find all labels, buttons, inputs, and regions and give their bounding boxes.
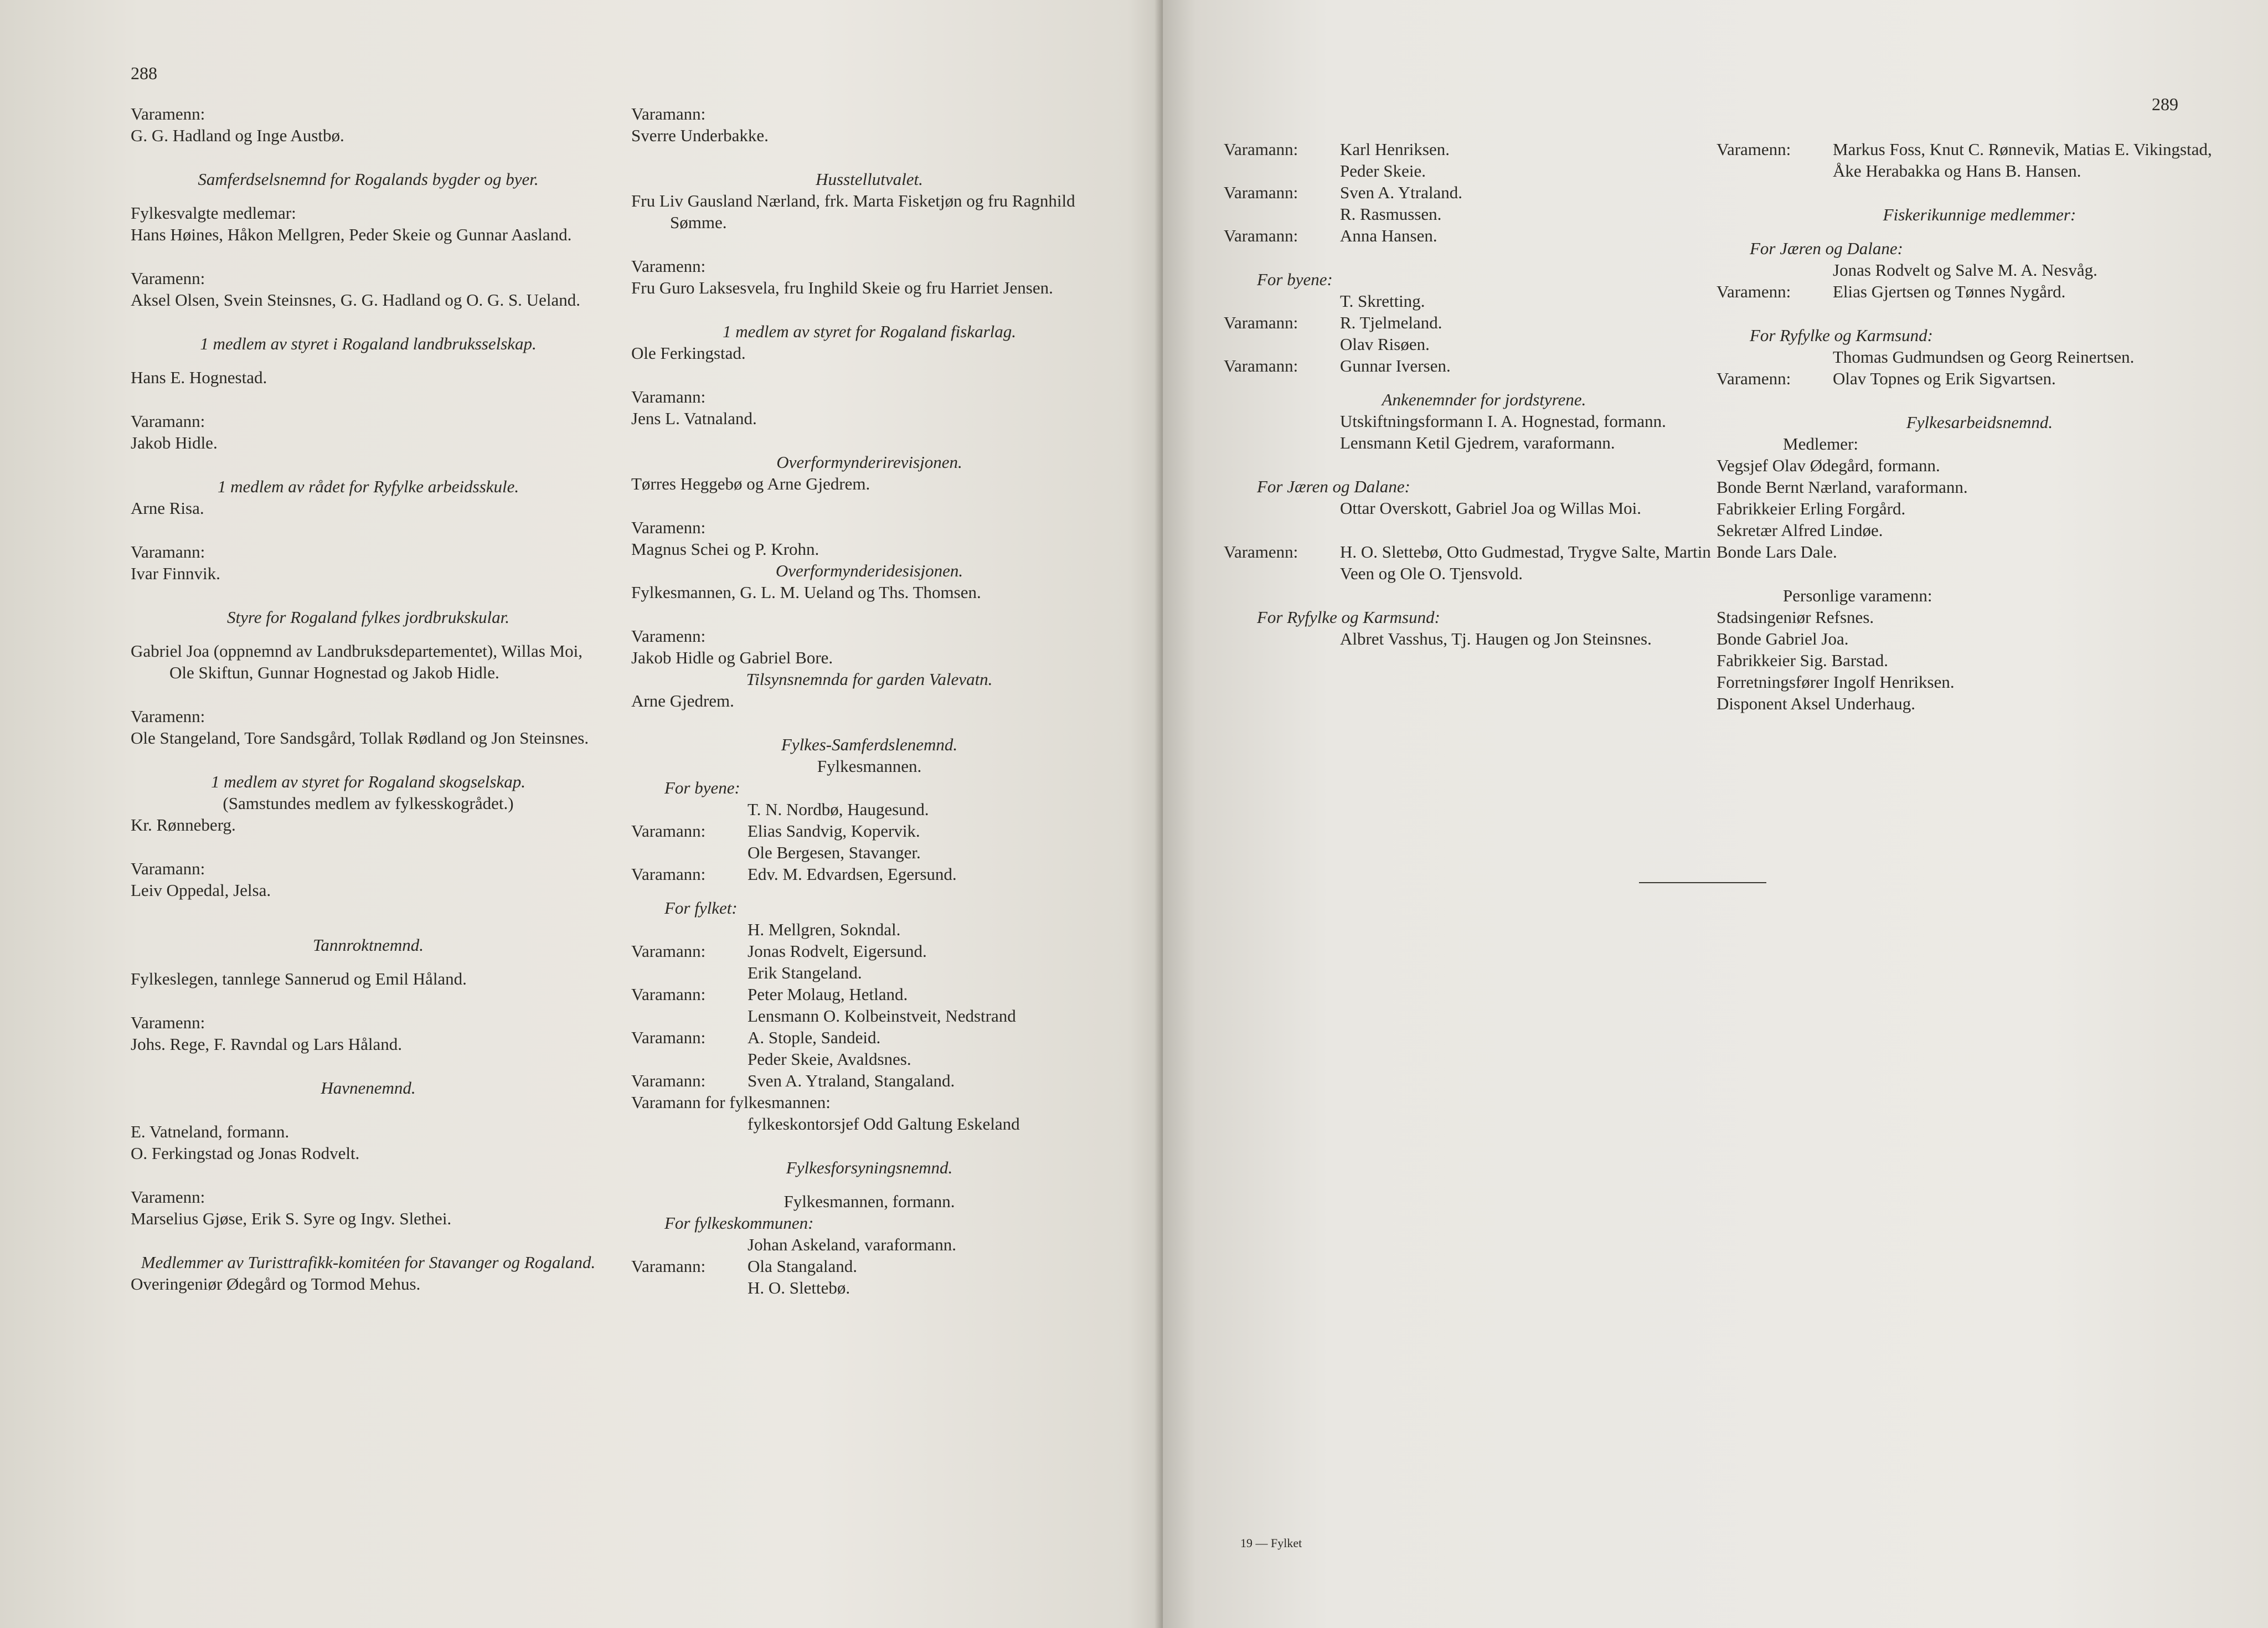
entry: R. Rasmussen.: [1340, 204, 1442, 224]
label-varamann: Varamann:: [631, 387, 706, 406]
section-heading: Ankenemnder for jordstyrene.: [1382, 390, 1586, 409]
varamenn-row: [1717, 281, 2243, 302]
entry: Arne Gjedrem.: [631, 691, 734, 710]
entry: H. O. Slettebø, Otto Gudmestad, Trygve Salte, Martin Veen og Ole O. Tjensvold.: [1340, 542, 1711, 583]
entry: Marselius Gjøse, Erik S. Syre og Ingv. Slethei.: [131, 1209, 452, 1228]
varamann-row: [631, 1027, 1107, 1048]
label-varamenn: Varamenn:: [131, 1013, 205, 1032]
section-heading: Havnenemnd.: [321, 1078, 416, 1098]
varamann-row: [1224, 312, 1744, 333]
entry: Bonde Gabriel Joa.: [1717, 629, 1849, 648]
varamann-row: [1224, 182, 1744, 203]
varamann-row: [631, 1255, 1107, 1277]
label-varamann: Varamann:: [631, 1256, 706, 1276]
section-heading: Husstellutvalet.: [816, 169, 923, 189]
section-heading: 1 medlem av styret for Rogaland fiskarlag.: [722, 322, 1017, 341]
section-heading: 1 medlem av rådet for Ryfylke arbeidsskule.: [217, 477, 519, 496]
subheading: For Ryfylke og Karmsund:: [1750, 326, 1933, 345]
entry: Ole Stangeland, Tore Sandsgård, Tollak Rødland og Jon Steinsnes.: [131, 728, 589, 748]
entry: Markus Foss, Knut C. Rønnevik, Matias E. Vikingstad, Åke Herabakka og Hans B. Hansen.: [1833, 140, 2212, 181]
entry: Elias Sandvig, Kopervik.: [748, 821, 920, 841]
label-varamann: Varamann:: [631, 104, 706, 123]
subheading: For Jæren og Dalane:: [1257, 477, 1410, 496]
entry: Sekretær Alfred Lindøe.: [1717, 521, 1883, 540]
label-varamenn: Varamenn:: [1717, 369, 1791, 388]
left-column-2: [631, 103, 1107, 1299]
entry: Sven A. Ytraland, Stangaland.: [748, 1071, 955, 1090]
page-footer: 19 — Fylket: [1240, 1536, 1302, 1550]
section-heading: 1 medlem av styret for Rogaland skogselskap.: [211, 772, 525, 791]
entry: Ottar Overskott, Gabriel Joa og Willas Moi.: [1340, 498, 1642, 518]
section-heading: Overformynderidesisjonen.: [775, 561, 963, 580]
section-heading: Fylkesarbeidsnemnd.: [1906, 413, 2053, 432]
entry: Albret Vasshus, Tj. Haugen og Jon Steinsnes.: [1340, 629, 1652, 648]
entry: Utskiftningsformann I. A. Hognestad, formann.: [1340, 411, 1666, 431]
entry: Olav Topnes og Erik Sigvartsen.: [1833, 369, 2056, 388]
section-heading: Fiskerikunnige medlemmer:: [1883, 205, 2076, 224]
entry: Arne Risa.: [131, 498, 204, 518]
section-heading: Fylkesforsyningsnemnd.: [786, 1158, 953, 1177]
varamann-row: [631, 820, 1107, 842]
entry: Stadsingeniør Refsnes.: [1717, 607, 1874, 627]
label-varamann: Varamann:: [131, 542, 205, 561]
entry: O. Ferkingstad og Jonas Rodvelt.: [131, 1143, 360, 1163]
right-page: [1163, 0, 2268, 1628]
entry: fylkeskontorsjef Odd Galtung Eskeland: [748, 1114, 1020, 1134]
entry: Overingeniør Ødegård og Tormod Mehus.: [131, 1274, 421, 1294]
entry: Magnus Schei og P. Krohn.: [631, 539, 819, 559]
right-column-2: [1717, 138, 2243, 714]
entry: Johs. Rege, F. Ravndal og Lars Håland.: [131, 1034, 402, 1054]
entry: Vegsjef Olav Ødegård, formann.: [1717, 456, 1940, 475]
page-number-right: 289: [2152, 94, 2178, 114]
label-varamann: Varamann:: [131, 411, 205, 431]
entry: Hans E. Hognestad.: [131, 368, 267, 387]
label-varamenn: Varamenn:: [1717, 282, 1791, 301]
varamenn-row: [1717, 138, 2243, 182]
label-varamann: Varamann:: [631, 821, 706, 841]
entry: H. O. Slettebø.: [748, 1278, 850, 1297]
subheading: For byene:: [1257, 270, 1333, 289]
label-varamann: Varamann:: [631, 1071, 706, 1090]
entry: Gabriel Joa (oppnemnd av Landbruksdepartementet), Willas Moi, Ole Skiftun, Gunnar Hognestad og Jakob Hidle.: [131, 641, 583, 682]
entry: Karl Henriksen.: [1340, 140, 1450, 159]
label-varamann: Varamann:: [1224, 226, 1298, 245]
entry: Lensmann Ketil Gjedrem, varaformann.: [1340, 433, 1615, 452]
entry: Fabrikkeier Erling Forgård.: [1717, 499, 1906, 518]
varamann-row: [631, 863, 1107, 885]
varamann-row: [631, 983, 1107, 1005]
section-heading: Samferdselsnemnd for Rogalands bygder og byer.: [198, 169, 539, 189]
entry: Peder Skeie, Avaldsnes.: [748, 1049, 911, 1069]
entry: Fabrikkeier Sig. Barstad.: [1717, 651, 1888, 670]
label-varamenn: Varamenn:: [1224, 542, 1298, 561]
varamenn-row: [1717, 368, 2243, 389]
entry: Fru Liv Gausland Nærland, frk. Marta Fisketjøn og fru Ragnhild Sømme.: [631, 191, 1075, 232]
entry: T. Skretting.: [1340, 291, 1425, 311]
entry: Olav Risøen.: [1340, 334, 1430, 354]
section-heading: Tilsynsnemnda for garden Valevatn.: [746, 669, 993, 689]
entry: Johan Askeland, varaformann.: [748, 1235, 957, 1254]
label-varamann: Varamann:: [1224, 140, 1298, 159]
entry: Tørres Heggebø og Arne Gjedrem.: [631, 474, 870, 493]
varamann-row: [1224, 138, 1744, 160]
subheading: For Ryfylke og Karmsund:: [1257, 607, 1440, 627]
entry: Jonas Rodvelt og Salve M. A. Nesvåg.: [1833, 260, 2097, 280]
entry: Disponent Aksel Underhaug.: [1717, 694, 1916, 713]
entry: Varamann for fylkesmannen:: [631, 1093, 831, 1112]
entry: R. Tjelmeland.: [1340, 313, 1442, 332]
entry: Peter Molaug, Hetland.: [748, 985, 908, 1004]
label-varamann: Varamann:: [1224, 183, 1298, 202]
left-column-1: [131, 103, 606, 1295]
entry: Edv. M. Edvardsen, Egersund.: [748, 864, 957, 884]
label-varamann: Varamann:: [1224, 356, 1298, 375]
entry: Ola Stangaland.: [748, 1256, 858, 1276]
entry: Leiv Oppedal, Jelsa.: [131, 880, 271, 900]
label-varamenn: Varamenn:: [631, 626, 706, 646]
section-heading: Overformynderirevisjonen.: [776, 452, 962, 472]
entry: Gunnar Iversen.: [1340, 356, 1451, 375]
entry: Ole Ferkingstad.: [631, 343, 746, 363]
label-varamenn: Varamenn:: [131, 269, 205, 288]
section-heading: 1 medlem av styret i Rogaland landbruksselskap.: [200, 334, 537, 353]
label-varamann: Varamann:: [1224, 313, 1298, 332]
closing-rule: [1639, 882, 1766, 883]
entry: Bonde Lars Dale.: [1717, 542, 1837, 561]
label-varamenn: Varamenn:: [1717, 140, 1791, 159]
entry: Erik Stangeland.: [748, 963, 862, 982]
varamann-row: [1224, 225, 1744, 246]
entry: Jens L. Vatnaland.: [631, 409, 757, 428]
entry: Ivar Finnvik.: [131, 564, 220, 583]
subheading: For byene:: [664, 778, 740, 797]
subheading: Fylkesvalgte medlemar:: [131, 203, 296, 223]
label-varamann: Varamann:: [631, 985, 706, 1004]
entry: H. Mellgren, Sokndal.: [748, 920, 901, 939]
label-varamann: Varamann:: [631, 1028, 706, 1047]
varamann-row: [631, 1070, 1107, 1091]
label-varamenn: Varamenn:: [631, 518, 706, 537]
entry: Jakob Hidle og Gabriel Bore.: [631, 648, 833, 667]
label-varamann: Varamann:: [631, 864, 706, 884]
entry: A. Stople, Sandeid.: [748, 1028, 881, 1047]
entry: Sven A. Ytraland.: [1340, 183, 1462, 202]
entry: Elias Gjertsen og Tønnes Nygård.: [1833, 282, 2066, 301]
entry: Bonde Bernt Nærland, varaformann.: [1717, 477, 1968, 497]
label-varamenn: Varamenn:: [131, 104, 205, 123]
entry: Anna Hansen.: [1340, 226, 1437, 245]
entry: Jakob Hidle.: [131, 433, 218, 452]
entry: Aksel Olsen, Svein Steinsnes, G. G. Hadland og O. G. S. Ueland.: [131, 290, 580, 310]
label-varamann: Varamann:: [131, 859, 205, 878]
entry: G. G. Hadland og Inge Austbø.: [131, 126, 344, 145]
entry: Ole Bergesen, Stavanger.: [748, 843, 921, 862]
note: (Samstundes medlem av fylkesskogrådet.): [223, 794, 514, 813]
label-varamenn: Varamenn:: [631, 256, 706, 276]
subheading: Medlemer:: [1783, 434, 1859, 454]
varamenn-row: [1224, 541, 1744, 584]
entry: Peder Skeie.: [1340, 161, 1426, 181]
entry: Hans Høines, Håkon Mellgren, Peder Skeie og Gunnar Aasland.: [131, 225, 572, 244]
entry: Fylkesmannen, formann.: [784, 1192, 955, 1211]
label-varamenn: Varamenn:: [131, 1187, 205, 1207]
entry: Lensmann O. Kolbeinstveit, Nedstrand: [748, 1006, 1016, 1026]
subheading: For fylket:: [664, 898, 738, 918]
entry: Jonas Rodvelt, Eigersund.: [748, 941, 927, 961]
varamann-row: [631, 940, 1107, 962]
varamann-row: [1224, 355, 1744, 377]
entry: Fylkesmannen, G. L. M. Ueland og Ths. Thomsen.: [631, 583, 981, 602]
entry: Kr. Rønneberg.: [131, 815, 236, 834]
entry: Fylkesmannen.: [817, 756, 922, 776]
entry: T. N. Nordbø, Haugesund.: [748, 800, 929, 819]
section-heading: Styre for Rogaland fylkes jordbrukskular.: [226, 607, 509, 627]
section-heading: Medlemmer av Turisttrafikk-komitéen for Stavanger og Rogaland.: [141, 1253, 596, 1272]
label-varamann: Varamann:: [631, 941, 706, 961]
subheading: Personlige varamenn:: [1783, 586, 1932, 605]
subheading: For fylkeskommunen:: [664, 1213, 814, 1233]
page-number-left: 288: [131, 63, 157, 83]
entry: Forretningsfører Ingolf Henriksen.: [1717, 672, 1955, 692]
entry: Fru Guro Laksesvela, fru Inghild Skeie og fru Harriet Jensen.: [631, 278, 1053, 297]
subheading: For Jæren og Dalane:: [1750, 239, 1903, 258]
entry: Fylkeslegen, tannlege Sannerud og Emil Håland.: [131, 969, 467, 988]
entry: E. Vatneland, formann.: [131, 1122, 290, 1141]
right-column-1: [1224, 138, 1744, 650]
section-heading: Fylkes-Samferdslenemnd.: [781, 735, 958, 754]
entry: Sverre Underbakke.: [631, 126, 769, 145]
label-varamenn: Varamenn:: [131, 707, 205, 726]
section-heading: Tannroktnemnd.: [312, 935, 424, 955]
entry: Thomas Gudmundsen og Georg Reinertsen.: [1833, 347, 2135, 367]
